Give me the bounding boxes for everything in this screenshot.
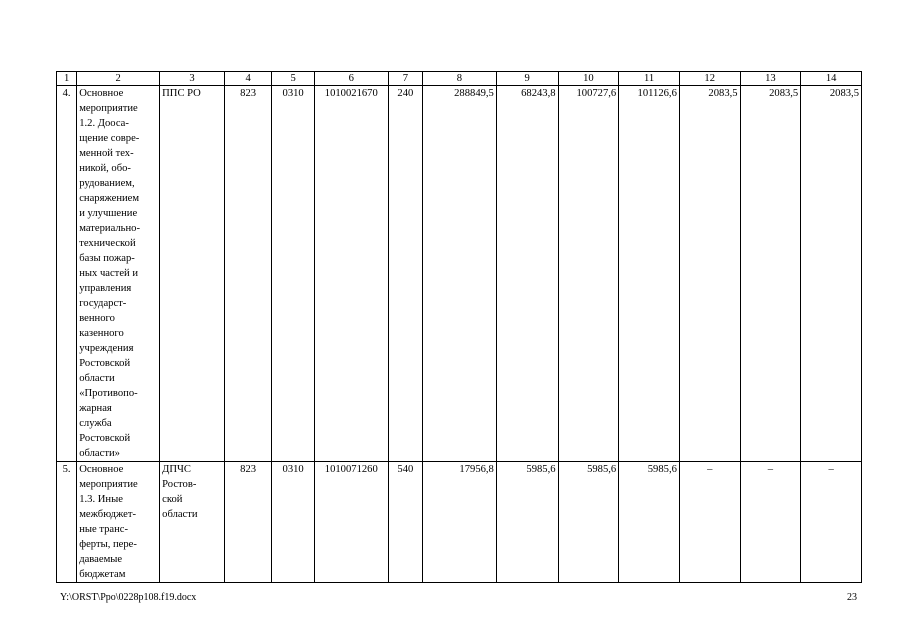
vr-cell: 540 (388, 462, 422, 583)
activity-name-line: государст- (79, 298, 127, 309)
header-cell: 2 (77, 72, 160, 86)
activity-name (77, 462, 160, 583)
activity-name-line: Основное (79, 464, 124, 475)
rzpr-cell: 0310 (272, 462, 314, 583)
header-cell: 11 (619, 72, 680, 86)
activity-name-line: снаряжением (79, 193, 140, 204)
header-cell: 12 (679, 72, 740, 86)
header-row (57, 72, 862, 86)
year-value-cell: – (679, 462, 740, 583)
year-value-cell: 5985,6 (619, 462, 680, 583)
year-value-cell: 100727,6 (558, 86, 619, 462)
page-number: 23 (847, 592, 857, 603)
activity-name-line: Ростовской (79, 433, 131, 444)
year-value-cell: 68243,8 (496, 86, 558, 462)
header-cell: 10 (558, 72, 619, 86)
activity-name-line: мероприятие (79, 479, 138, 490)
activity-name-line: мероприятие (79, 103, 138, 114)
table-row (57, 462, 862, 583)
header-cell: 3 (160, 72, 225, 86)
header-cell: 9 (496, 72, 558, 86)
header-cell: 6 (314, 72, 388, 86)
activity-name-line: служба (79, 418, 112, 429)
header-cell: 8 (423, 72, 497, 86)
csr-cell: 1010021670 (314, 86, 388, 462)
activity-name-line: даваемые (79, 554, 123, 565)
rzpr-cell: 0310 (272, 86, 314, 462)
grbs-cell: 823 (224, 86, 272, 462)
executor (160, 86, 225, 462)
executor-line: ДПЧС (162, 464, 191, 475)
year-value-cell: – (740, 462, 801, 583)
executor-line: ской (162, 494, 183, 505)
activity-name-line: ных частей и (79, 268, 139, 279)
header-cell: 5 (272, 72, 314, 86)
activity-name-line: базы пожар- (79, 253, 135, 264)
activity-name-line: жарная (79, 403, 112, 414)
table-row (57, 86, 862, 462)
csr-cell: 1010071260 (314, 462, 388, 583)
activity-name-line: межбюджет- (79, 509, 136, 520)
vr-cell: 240 (388, 86, 422, 462)
header-cell: 13 (740, 72, 801, 86)
header-cell: 7 (388, 72, 422, 86)
year-value-cell: 5985,6 (558, 462, 619, 583)
row-number: 5. (57, 462, 77, 583)
executor-line: области (162, 509, 198, 520)
activity-name-line: щение совре- (79, 133, 140, 144)
activity-name-line: управления (79, 283, 132, 294)
grbs-cell: 823 (224, 462, 272, 583)
file-path: Y:\ORST\Ppo\0228p108.f19.docx (60, 592, 197, 603)
activity-name-line: материально- (79, 223, 140, 234)
header-cell: 4 (224, 72, 272, 86)
activity-name-line: Основное (79, 88, 124, 99)
activity-name-line: «Противопо- (79, 388, 138, 399)
year-value-cell: 2083,5 (801, 86, 862, 462)
header-cell: 1 (57, 72, 77, 86)
year-value-cell: 5985,6 (496, 462, 558, 583)
activity-name-line: области» (79, 448, 120, 459)
executor (160, 462, 225, 583)
activity-name-line: рудованием, (79, 178, 135, 189)
activity-name-line: казенного (79, 328, 124, 339)
row-number: 4. (57, 86, 77, 462)
activity-name-line: Ростовской (79, 358, 131, 369)
budget-table (56, 71, 862, 583)
activity-name-line: 1.2. Дооса- (79, 118, 129, 129)
executor-line: Ростов- (162, 479, 197, 490)
year-value-cell: 2083,5 (740, 86, 801, 462)
activity-name-line: ные транс- (79, 524, 129, 535)
activity-name-line: учреждения (79, 343, 134, 354)
activity-name-line: никой, обо- (79, 163, 131, 174)
executor-line: ППС РО (162, 88, 201, 99)
header-cell: 14 (801, 72, 862, 86)
year-value-cell: – (801, 462, 862, 583)
activity-name-line: венного (79, 313, 115, 324)
total-cell: 17956,8 (423, 462, 497, 583)
activity-name-line: бюджетам (79, 569, 126, 580)
activity-name-line: ферты, пере- (79, 539, 137, 550)
activity-name (77, 86, 160, 462)
activity-name-line: и улучшение (79, 208, 138, 219)
activity-name-line: технической (79, 238, 136, 249)
activity-name-line: менной тех- (79, 148, 134, 159)
total-cell: 288849,5 (423, 86, 497, 462)
activity-name-line: области (79, 373, 115, 384)
year-value-cell: 101126,6 (619, 86, 680, 462)
year-value-cell: 2083,5 (679, 86, 740, 462)
activity-name-line: 1.3. Иные (79, 494, 123, 505)
